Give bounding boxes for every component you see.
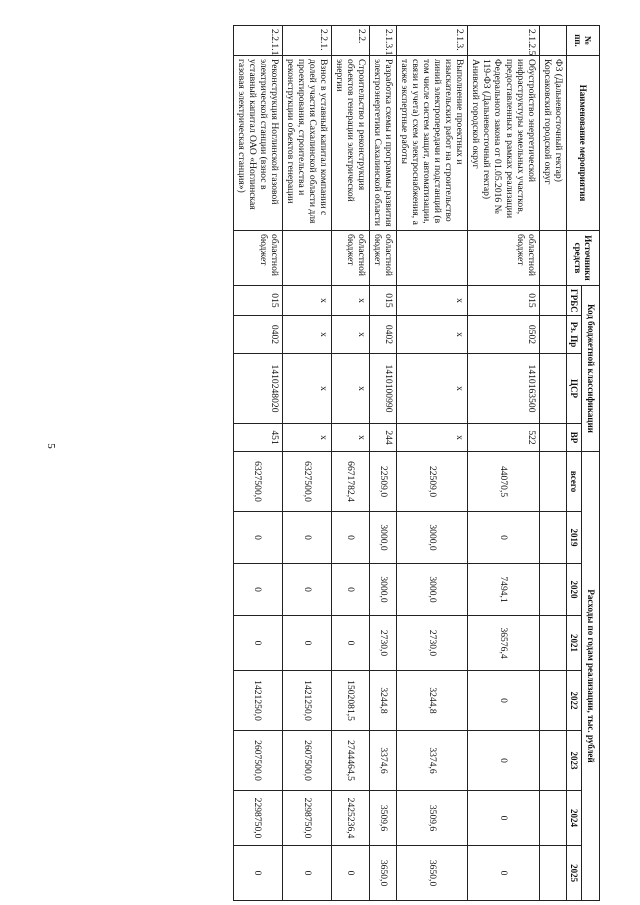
- row-2021: 0: [233, 616, 282, 671]
- header-2021: 2021: [566, 616, 581, 671]
- row-csr: 1410163500: [468, 354, 539, 424]
- row-2025: [539, 846, 566, 901]
- row-2025: 0: [332, 846, 370, 901]
- row-rzpr: [539, 316, 566, 354]
- row-2020: 0: [233, 564, 282, 616]
- row-grbs: 015: [233, 286, 282, 316]
- row-2024: 2298750,0: [233, 791, 282, 846]
- row-2022: 3244,8: [397, 671, 468, 731]
- row-2025: 0: [282, 846, 331, 901]
- row-csr: х: [397, 354, 468, 424]
- row-csr: х: [332, 354, 370, 424]
- row-total: 22509,0: [397, 452, 468, 512]
- row-2024: 3509,6: [370, 791, 397, 846]
- row-number: 2.2.1.: [282, 26, 331, 56]
- row-rzpr: х: [397, 316, 468, 354]
- row-csr: 1410248020: [233, 354, 282, 424]
- row-2025: 3650,0: [397, 846, 468, 901]
- table-row: [332, 26, 370, 901]
- header-budget-code: Код бюджетной классификации: [582, 286, 600, 452]
- row-vr: [539, 424, 566, 452]
- row-rzpr: 0402: [233, 316, 282, 354]
- row-2019: 0: [332, 512, 370, 564]
- table-row: [468, 26, 539, 901]
- row-2024: 0: [468, 791, 539, 846]
- row-2021: 2730,0: [397, 616, 468, 671]
- header-source: Источники средств: [566, 231, 599, 286]
- row-total: 22509,0: [370, 452, 397, 512]
- row-number: 2.1.3.1: [370, 26, 397, 56]
- row-grbs: х: [397, 286, 468, 316]
- row-2022: [539, 671, 566, 731]
- header-no: № пп.: [566, 26, 599, 56]
- row-2022: 1502081,5: [332, 671, 370, 731]
- header-2023: 2023: [566, 731, 581, 791]
- table-row: [370, 26, 397, 901]
- row-2019: 0: [282, 512, 331, 564]
- row-source: областной бюджет: [468, 231, 539, 286]
- row-2021: 0: [282, 616, 331, 671]
- header-2024: 2024: [566, 791, 581, 846]
- row-2019: 0: [233, 512, 282, 564]
- row-grbs: х: [332, 286, 370, 316]
- row-2023: 0: [468, 731, 539, 791]
- row-2019: 3000,0: [397, 512, 468, 564]
- header-name: Наименование мероприятия: [566, 56, 599, 231]
- row-2024: 3509,6: [397, 791, 468, 846]
- row-total: 6327500,0: [282, 452, 331, 512]
- row-2024: [539, 791, 566, 846]
- row-name: Взнос в уставный капитал компании с долей участия Сахалинской области для проектирования, строительства и реконструкции объектов генерации: [282, 56, 331, 231]
- header-2022: 2022: [566, 671, 581, 731]
- row-source: [539, 231, 566, 286]
- row-grbs: 015: [370, 286, 397, 316]
- row-2021: 2730,0: [370, 616, 397, 671]
- row-total: [539, 452, 566, 512]
- row-2021: 0: [332, 616, 370, 671]
- row-vr: 522: [468, 424, 539, 452]
- row-2022: 0: [468, 671, 539, 731]
- header-expenses: Расходы по годам реализации, тыс. рублей: [582, 452, 600, 901]
- header-rzpr: Рз. Пр: [566, 316, 581, 354]
- header-csr: ЦСР: [566, 354, 581, 424]
- row-total: 44070,5: [468, 452, 539, 512]
- header-vr: ВР: [566, 424, 581, 452]
- table-row: [397, 26, 468, 901]
- row-name: Выполнение проектных и изыскательских работ на строительство линий электропередачи и подстанций (в том числе систем защит, автоматизации, связи и учета) схем электроснабжения, а также экспертные работы: [397, 56, 468, 231]
- row-grbs: 015: [468, 286, 539, 316]
- header-2025: 2025: [566, 846, 581, 901]
- header-total: всего: [566, 452, 581, 512]
- row-vr: 451: [233, 424, 282, 452]
- row-2025: 0: [468, 846, 539, 901]
- row-grbs: [539, 286, 566, 316]
- row-vr: х: [282, 424, 331, 452]
- row-2020: 0: [282, 564, 331, 616]
- row-number: 2.2.1.1: [233, 26, 282, 56]
- row-source: областной бюджет: [332, 231, 370, 286]
- row-2022: 1421250,0: [233, 671, 282, 731]
- budget-table: [233, 25, 600, 901]
- row-csr: [539, 354, 566, 424]
- row-2022: 1421250,0: [282, 671, 331, 731]
- row-source: [282, 231, 331, 286]
- row-2019: [539, 512, 566, 564]
- row-rzpr: 0502: [468, 316, 539, 354]
- table-row: [282, 26, 331, 901]
- row-2019: 3000,0: [370, 512, 397, 564]
- header-2020: 2020: [566, 564, 581, 616]
- row-2023: 2607500,0: [233, 731, 282, 791]
- row-2023: 3374,6: [370, 731, 397, 791]
- row-source: [397, 231, 468, 286]
- row-2023: [539, 731, 566, 791]
- row-csr: х: [282, 354, 331, 424]
- row-name: ФЗ (Дальневосточный гектар) Корсаковский городской округ: [539, 56, 566, 231]
- row-2023: 2744464,5: [332, 731, 370, 791]
- row-rzpr: 0402: [370, 316, 397, 354]
- row-2025: 3650,0: [370, 846, 397, 901]
- row-source: областной бюджет: [370, 231, 397, 286]
- header-grbs: ГРБС: [566, 286, 581, 316]
- row-total: 6327500,0: [233, 452, 282, 512]
- row-total: 6671782,4: [332, 452, 370, 512]
- row-number: 2.2.: [332, 26, 370, 56]
- row-rzpr: х: [332, 316, 370, 354]
- row-2020: [539, 564, 566, 616]
- row-name: Реконструкция Ноглинской газовой электрической станции (взнос в уставный капитал ОАО «Ноглинская газовая электрическая станция»): [233, 56, 282, 231]
- row-number: 2.1.2.5: [468, 26, 539, 56]
- row-name: Разработка схемы и программы развития электроэнергетики Сахалинской области: [370, 56, 397, 231]
- row-2021: [539, 616, 566, 671]
- row-source: областной бюджет: [233, 231, 282, 286]
- rotated-table-container: [55, 25, 600, 900]
- row-2019: 0: [468, 512, 539, 564]
- row-rzpr: х: [282, 316, 331, 354]
- row-2025: 0: [233, 846, 282, 901]
- row-2024: 2298750,0: [282, 791, 331, 846]
- row-number: 2.1.3.: [397, 26, 468, 56]
- row-2020: 3000,0: [397, 564, 468, 616]
- row-2020: 0: [332, 564, 370, 616]
- header-2019: 2019: [566, 512, 581, 564]
- row-name: Строительство и реконструкция объектов генерации электрической энергии: [332, 56, 370, 231]
- row-vr: 244: [370, 424, 397, 452]
- row-grbs: х: [282, 286, 331, 316]
- row-2020: 7494,1: [468, 564, 539, 616]
- row-csr: 1410100990: [370, 354, 397, 424]
- row-2024: 2425236,4: [332, 791, 370, 846]
- row-2023: 2607500,0: [282, 731, 331, 791]
- row-vr: х: [397, 424, 468, 452]
- page-number: 5: [44, 443, 57, 449]
- row-2021: 36576,4: [468, 616, 539, 671]
- row-name: Обустройство энергетической инфраструктуры земельных участков, предоставленных в рамках реализации Федерального закона от 01.05.2016 № 119-ФЗ (Дальневосточный гектар) Анивский городской округ: [468, 56, 539, 231]
- row-2022: 3244,8: [370, 671, 397, 731]
- row-number: [539, 26, 566, 56]
- row-vr: х: [332, 424, 370, 452]
- table-row: [539, 26, 566, 901]
- table-row: [233, 26, 282, 901]
- row-2020: 3000,0: [370, 564, 397, 616]
- row-2023: 3374,6: [397, 731, 468, 791]
